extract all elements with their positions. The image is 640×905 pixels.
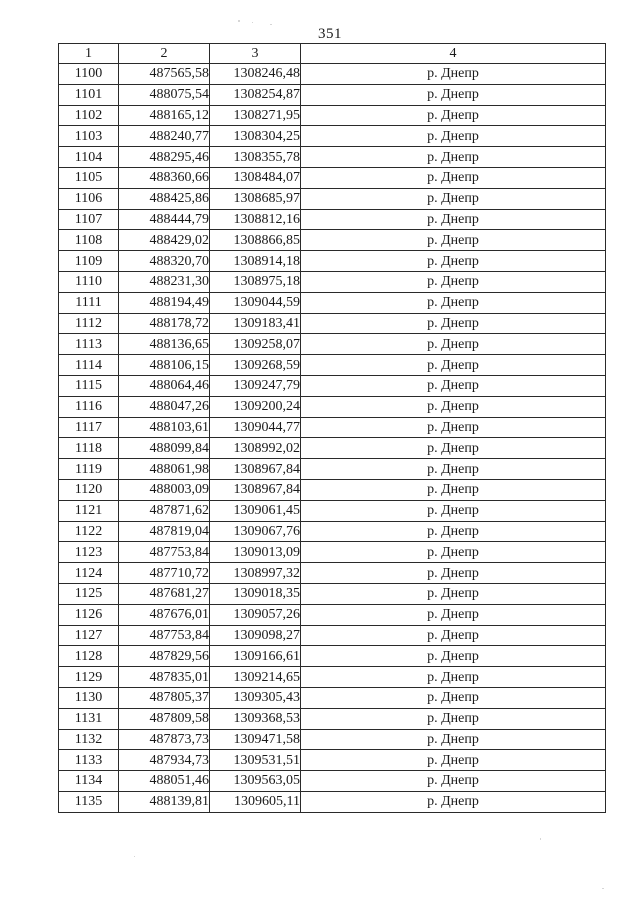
table-row	[59, 729, 606, 750]
description-cell: р. Днепр	[301, 563, 606, 584]
x-coordinate-cell: 488061,98	[119, 459, 210, 480]
y-coordinate-cell: 1308997,32	[210, 563, 301, 584]
y-coordinate-cell: 1308992,02	[210, 438, 301, 459]
column-header-1: 1	[59, 44, 119, 64]
x-coordinate-cell: 487835,01	[119, 667, 210, 688]
description-cell: р. Днепр	[301, 625, 606, 646]
description-cell: р. Днепр	[301, 209, 606, 230]
point-number-cell: 1105	[59, 167, 119, 188]
y-coordinate-cell: 1309368,53	[210, 708, 301, 729]
y-coordinate-cell: 1309471,58	[210, 729, 301, 750]
x-coordinate-cell: 487873,73	[119, 729, 210, 750]
x-coordinate-cell: 488136,65	[119, 334, 210, 355]
x-coordinate-cell: 487809,58	[119, 708, 210, 729]
description-cell: р. Днепр	[301, 167, 606, 188]
y-coordinate-cell: 1309044,59	[210, 292, 301, 313]
y-coordinate-cell: 1308812,16	[210, 209, 301, 230]
table-row	[59, 188, 606, 209]
table-row	[59, 542, 606, 563]
table-row	[59, 396, 606, 417]
point-number-cell: 1112	[59, 313, 119, 334]
table-row	[59, 750, 606, 771]
description-cell: р. Днепр	[301, 230, 606, 251]
table-row	[59, 292, 606, 313]
x-coordinate-cell: 488064,46	[119, 375, 210, 396]
description-cell: р. Днепр	[301, 438, 606, 459]
x-coordinate-cell: 487753,84	[119, 625, 210, 646]
point-number-cell: 1103	[59, 126, 119, 147]
description-cell: р. Днепр	[301, 147, 606, 168]
table-row	[59, 209, 606, 230]
y-coordinate-cell: 1309214,65	[210, 667, 301, 688]
table-row	[59, 625, 606, 646]
page-number: 351	[318, 26, 342, 42]
column-header-3: 3	[210, 44, 301, 64]
point-number-cell: 1101	[59, 84, 119, 105]
point-number-cell: 1106	[59, 188, 119, 209]
y-coordinate-cell: 1308271,95	[210, 105, 301, 126]
table-row	[59, 84, 606, 105]
point-number-cell: 1100	[59, 64, 119, 85]
point-number-cell: 1133	[59, 750, 119, 771]
point-number-cell: 1120	[59, 479, 119, 500]
table-row	[59, 563, 606, 584]
scan-speck	[540, 838, 541, 840]
point-number-cell: 1107	[59, 209, 119, 230]
x-coordinate-cell: 488099,84	[119, 438, 210, 459]
table-row	[59, 355, 606, 376]
table-row	[59, 313, 606, 334]
y-coordinate-cell: 1308866,85	[210, 230, 301, 251]
y-coordinate-cell: 1309531,51	[210, 750, 301, 771]
x-coordinate-cell: 487829,56	[119, 646, 210, 667]
table-row	[59, 500, 606, 521]
table-row	[59, 791, 606, 812]
description-cell: р. Днепр	[301, 479, 606, 500]
description-cell: р. Днепр	[301, 396, 606, 417]
table-row	[59, 771, 606, 792]
x-coordinate-cell: 488295,46	[119, 147, 210, 168]
table-row	[59, 459, 606, 480]
description-cell: р. Днепр	[301, 791, 606, 812]
table-row	[59, 479, 606, 500]
scan-speck	[134, 856, 135, 857]
y-coordinate-cell: 1308246,48	[210, 64, 301, 85]
y-coordinate-cell: 1309183,41	[210, 313, 301, 334]
table-row	[59, 375, 606, 396]
x-coordinate-cell: 487805,37	[119, 687, 210, 708]
x-coordinate-cell: 488139,81	[119, 791, 210, 812]
x-coordinate-cell: 488429,02	[119, 230, 210, 251]
point-number-cell: 1117	[59, 417, 119, 438]
y-coordinate-cell: 1308914,18	[210, 251, 301, 272]
table-header-row	[59, 44, 606, 64]
y-coordinate-cell: 1309013,09	[210, 542, 301, 563]
description-cell: р. Днепр	[301, 750, 606, 771]
description-cell: р. Днепр	[301, 459, 606, 480]
x-coordinate-cell: 488360,66	[119, 167, 210, 188]
table-row	[59, 667, 606, 688]
x-coordinate-cell: 487819,04	[119, 521, 210, 542]
point-number-cell: 1129	[59, 667, 119, 688]
coordinates-table	[58, 43, 606, 813]
table-row	[59, 646, 606, 667]
y-coordinate-cell: 1309057,26	[210, 604, 301, 625]
description-cell: р. Днепр	[301, 126, 606, 147]
y-coordinate-cell: 1309098,27	[210, 625, 301, 646]
description-cell: р. Днепр	[301, 687, 606, 708]
point-number-cell: 1121	[59, 500, 119, 521]
table-row	[59, 64, 606, 85]
y-coordinate-cell: 1309305,43	[210, 687, 301, 708]
description-cell: р. Днепр	[301, 646, 606, 667]
y-coordinate-cell: 1308355,78	[210, 147, 301, 168]
table-row	[59, 167, 606, 188]
point-number-cell: 1108	[59, 230, 119, 251]
y-coordinate-cell: 1309247,79	[210, 375, 301, 396]
x-coordinate-cell: 488320,70	[119, 251, 210, 272]
table-row	[59, 334, 606, 355]
x-coordinate-cell: 487710,72	[119, 563, 210, 584]
point-number-cell: 1132	[59, 729, 119, 750]
table-row	[59, 708, 606, 729]
scan-speck	[238, 20, 240, 22]
point-number-cell: 1109	[59, 251, 119, 272]
point-number-cell: 1130	[59, 687, 119, 708]
y-coordinate-cell: 1309067,76	[210, 521, 301, 542]
x-coordinate-cell: 488444,79	[119, 209, 210, 230]
description-cell: р. Днепр	[301, 375, 606, 396]
y-coordinate-cell: 1309605,11	[210, 791, 301, 812]
table-row	[59, 271, 606, 292]
description-cell: р. Днепр	[301, 521, 606, 542]
table-row	[59, 105, 606, 126]
description-cell: р. Днепр	[301, 604, 606, 625]
scan-speck	[270, 24, 272, 25]
table-row	[59, 604, 606, 625]
column-header-4: 4	[301, 44, 606, 64]
point-number-cell: 1111	[59, 292, 119, 313]
description-cell: р. Днепр	[301, 417, 606, 438]
y-coordinate-cell: 1308975,18	[210, 271, 301, 292]
y-coordinate-cell: 1309166,61	[210, 646, 301, 667]
description-cell: р. Днепр	[301, 84, 606, 105]
x-coordinate-cell: 488425,86	[119, 188, 210, 209]
description-cell: р. Днепр	[301, 313, 606, 334]
table-row	[59, 251, 606, 272]
x-coordinate-cell: 488047,26	[119, 396, 210, 417]
point-number-cell: 1102	[59, 105, 119, 126]
y-coordinate-cell: 1308254,87	[210, 84, 301, 105]
description-cell: р. Днепр	[301, 355, 606, 376]
x-coordinate-cell: 488103,61	[119, 417, 210, 438]
y-coordinate-cell: 1309563,05	[210, 771, 301, 792]
x-coordinate-cell: 488178,72	[119, 313, 210, 334]
table-body	[59, 64, 606, 813]
point-number-cell: 1128	[59, 646, 119, 667]
y-coordinate-cell: 1308685,97	[210, 188, 301, 209]
description-cell: р. Днепр	[301, 708, 606, 729]
table-row	[59, 687, 606, 708]
x-coordinate-cell: 488231,30	[119, 271, 210, 292]
description-cell: р. Днепр	[301, 334, 606, 355]
x-coordinate-cell: 488106,15	[119, 355, 210, 376]
y-coordinate-cell: 1308967,84	[210, 479, 301, 500]
table-row	[59, 230, 606, 251]
point-number-cell: 1131	[59, 708, 119, 729]
description-cell: р. Днепр	[301, 105, 606, 126]
x-coordinate-cell: 487681,27	[119, 583, 210, 604]
point-number-cell: 1124	[59, 563, 119, 584]
description-cell: р. Днепр	[301, 500, 606, 521]
scan-speck	[252, 22, 253, 23]
description-cell: р. Днепр	[301, 542, 606, 563]
description-cell: р. Днепр	[301, 64, 606, 85]
point-number-cell: 1118	[59, 438, 119, 459]
point-number-cell: 1134	[59, 771, 119, 792]
point-number-cell: 1119	[59, 459, 119, 480]
point-number-cell: 1135	[59, 791, 119, 812]
y-coordinate-cell: 1309200,24	[210, 396, 301, 417]
x-coordinate-cell: 488194,49	[119, 292, 210, 313]
x-coordinate-cell: 488075,54	[119, 84, 210, 105]
description-cell: р. Днепр	[301, 271, 606, 292]
point-number-cell: 1116	[59, 396, 119, 417]
y-coordinate-cell: 1309018,35	[210, 583, 301, 604]
x-coordinate-cell: 488003,09	[119, 479, 210, 500]
point-number-cell: 1126	[59, 604, 119, 625]
table-row	[59, 417, 606, 438]
point-number-cell: 1125	[59, 583, 119, 604]
table-row	[59, 126, 606, 147]
table-row	[59, 147, 606, 168]
description-cell: р. Днепр	[301, 729, 606, 750]
point-number-cell: 1113	[59, 334, 119, 355]
point-number-cell: 1110	[59, 271, 119, 292]
point-number-cell: 1114	[59, 355, 119, 376]
description-cell: р. Днепр	[301, 667, 606, 688]
description-cell: р. Днепр	[301, 583, 606, 604]
point-number-cell: 1123	[59, 542, 119, 563]
x-coordinate-cell: 487565,58	[119, 64, 210, 85]
point-number-cell: 1127	[59, 625, 119, 646]
x-coordinate-cell: 487871,62	[119, 500, 210, 521]
table-row	[59, 521, 606, 542]
x-coordinate-cell: 487753,84	[119, 542, 210, 563]
x-coordinate-cell: 488051,46	[119, 771, 210, 792]
description-cell: р. Днепр	[301, 771, 606, 792]
y-coordinate-cell: 1308484,07	[210, 167, 301, 188]
point-number-cell: 1122	[59, 521, 119, 542]
y-coordinate-cell: 1309268,59	[210, 355, 301, 376]
point-number-cell: 1115	[59, 375, 119, 396]
description-cell: р. Днепр	[301, 292, 606, 313]
x-coordinate-cell: 488240,77	[119, 126, 210, 147]
point-number-cell: 1104	[59, 147, 119, 168]
table-row	[59, 438, 606, 459]
y-coordinate-cell: 1308967,84	[210, 459, 301, 480]
x-coordinate-cell: 487676,01	[119, 604, 210, 625]
y-coordinate-cell: 1308304,25	[210, 126, 301, 147]
table-row	[59, 583, 606, 604]
x-coordinate-cell: 487934,73	[119, 750, 210, 771]
column-header-2: 2	[119, 44, 210, 64]
y-coordinate-cell: 1309258,07	[210, 334, 301, 355]
scan-speck	[602, 888, 604, 889]
description-cell: р. Днепр	[301, 188, 606, 209]
x-coordinate-cell: 488165,12	[119, 105, 210, 126]
description-cell: р. Днепр	[301, 251, 606, 272]
y-coordinate-cell: 1309044,77	[210, 417, 301, 438]
y-coordinate-cell: 1309061,45	[210, 500, 301, 521]
